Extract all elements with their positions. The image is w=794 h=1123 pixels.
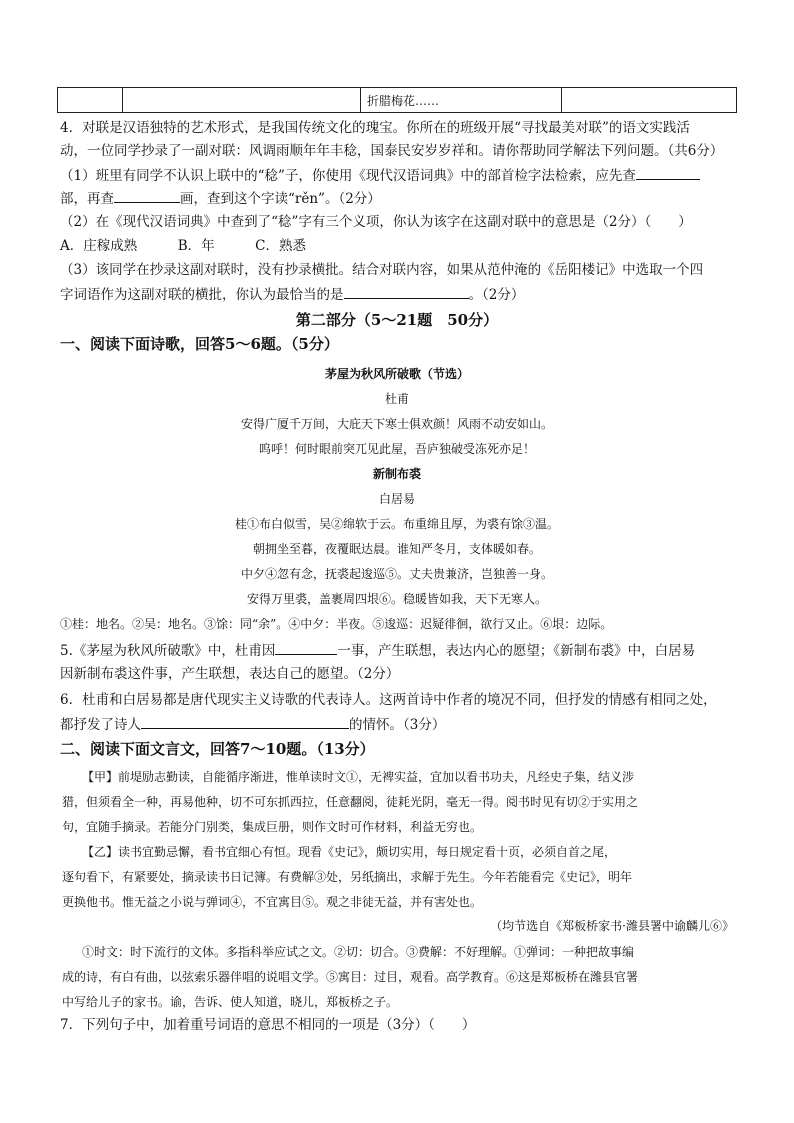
- section1-title: 一、阅读下面诗歌，回答5～6题。（5分）: [60, 335, 339, 353]
- passage-notes-line: ①时文：时下流行的文体。多指科举应试之文。②切：切合。③费解：不好理解。①弹词：一种把故事编: [82, 945, 635, 959]
- q4-part3: （3）该同学在抄录这副对联时，没有抄录横批。结合对联内容，如果从范仲淹的《岳阳楼记》中选取一个四: [60, 262, 704, 278]
- answer-blank[interactable]: [114, 188, 180, 203]
- q4-part3-cont: [60, 284, 524, 305]
- table-row: [58, 88, 737, 113]
- q4-part1-cont: [60, 188, 381, 209]
- passage-yi-line: 【乙】读书宜勤忌懈，看书宜细心有恒。现看《史记》，颇切实用，每日规定看十页，必须自首之尾，: [82, 845, 617, 859]
- table-cell: [562, 88, 737, 113]
- poem1-line: 呜呼！何时眼前突兀见此屋，吾庐独破受冻死亦足！: [258, 442, 535, 456]
- poem2-line: 桂①布白似雪，吴②绵软于云。布重绵且厚，为裘有馀③温。: [234, 517, 559, 531]
- poem2-line: 中夕④忽有念，抚裘起逡巡⑤。丈夫贵兼济，岂独善一身。: [240, 567, 553, 581]
- poem2-notes: ①桂：地名。②吴：地名。③馀：同“余”。④中夕：半夜。⑤逡巡：迟疑徘徊，欲行又止。⑥垠：边际。: [60, 617, 613, 631]
- q5-a: 5.《茅屋为秋风所破歌》中，杜甫因: [60, 643, 276, 659]
- poem2-author: 白居易: [378, 492, 415, 506]
- passage-notes-line: 成的诗，有白有曲，以弦索乐器伴唱的说唱文学。⑤寓目：过目，观看。高学教育。⑥这是郑板桥在潍县官署: [62, 970, 639, 984]
- poem2-line: 安得万里裘，盖裹周四垠⑥。稳暖皆如我，天下无寒人。: [246, 592, 547, 606]
- q4-part2: （2）在《现代汉语词典》中查到了“稔”字有三个义项，你认为该字在这副对联中的意思是（2分）（ ）: [60, 214, 692, 230]
- q6-line1: 6．杜甫和白居易都是唐代现实主义诗歌的代表诗人。这两首诗中作者的境况不同，但抒发的情感有相同之处，: [60, 692, 717, 708]
- poem2-line: 朝拥坐至暮，夜覆眠达晨。谁知严冬月，支体暖如春。: [252, 542, 541, 556]
- q4-part3-b: 字词语作为这副对联的横批，你认为最恰当的是: [60, 287, 344, 303]
- q7-stem: 7．下列句子中，加着重号词语的意思不相同的一项是（3分）（ ）: [60, 1017, 476, 1033]
- passage-source: （均节选自《郑板桥家书·潍县署中谕麟儿⑥》: [490, 919, 734, 933]
- passage-jia-line: 猎，但须看全一种，再易他种，切不可东抓西拉，任意翻阅，徒耗光阴，毫无一得。阅书时见有切②于实用之: [62, 795, 639, 809]
- q4-part1-a: （1）班里有同学不认识上联中的“稔”子，你使用《现代汉语词典》中的部首检字法检索，应先查: [60, 168, 636, 184]
- passage-notes-line: 中写给儿子的家书。谕，告诉、使人知道，晓儿，郑板桥之子。: [62, 995, 399, 1009]
- poem1-line: 安得广厦千万间，大庇天下寒士俱欢颜！风雨不动安如山。: [240, 417, 553, 431]
- q5-line1: [60, 640, 695, 661]
- passage-yi-line: 逐句看下，有紧要处，摘录读书日记簿。有费解③处，另纸摘出，求解于先生。今年若能看完《史记》，明年: [62, 870, 633, 884]
- table-cell: [123, 88, 361, 113]
- top-table: [57, 87, 737, 113]
- q4-part3-c: 。（2分）: [468, 287, 525, 303]
- table-cell: 折腊梅花……: [361, 88, 562, 113]
- part2-title: 第二部分（5～21题 50分）: [295, 311, 499, 329]
- passage-jia-line: 句，宜随手摘录。若能分门别类，集成巨册，则作文时可作材料，利益无穷也。: [62, 820, 483, 834]
- poem1-author: 杜甫: [384, 392, 409, 406]
- q5-b: 一事，产生联想，表达内心的愿望；《新制布裘》中，白居易: [337, 643, 696, 659]
- poem2-title: 新制布裘: [372, 467, 421, 481]
- q6-line2: [60, 714, 445, 735]
- q6-c: 的情怀。（3分）: [349, 717, 446, 733]
- answer-blank[interactable]: [275, 640, 337, 655]
- q4-part1-c: 画，查到这个字读“rěn”。（2分）: [180, 191, 381, 207]
- q4-line1: 4．对联是汉语独特的艺术形式，是我国传统文化的瑰宝。你所在的班级开展“寻找最美对联”的语文实践活: [60, 120, 690, 136]
- section2-title: 二、阅读下面文言文，回答7～10题。（13分）: [60, 740, 375, 758]
- q4-options: A．庄稼成熟 B．年 C．熟悉: [60, 238, 306, 254]
- q5-line2: 因新制布裘这件事，产生联想，表达自己的愿望。（2分）: [60, 666, 400, 682]
- q4-part1: [60, 165, 700, 186]
- q4-part1-b: 部，再查: [60, 191, 114, 207]
- passage-yi-line: 更换他书。惟无益之小说与弹词④，不宜寓目⑤。观之非徒无益，并有害处也。: [62, 895, 483, 909]
- q6-b: 都抒发了诗人: [60, 717, 141, 733]
- answer-blank[interactable]: [636, 165, 700, 180]
- answer-blank[interactable]: [344, 284, 469, 299]
- poem1-title: 茅屋为秋风所破歌（节选）: [324, 367, 469, 381]
- q4-line2: 动，一位同学抄录了一副对联：风调雨顺年年丰稔，国泰民安岁岁祥和。请你帮助同学解法下列问题。（共6分）: [60, 143, 724, 159]
- answer-blank[interactable]: [141, 714, 349, 729]
- passage-jia-line: 【甲】前堤励志勤读，自能循序渐进，惟单读时文①，无裨实益，宜加以看书功夫，凡经史子集，结义涉: [82, 770, 635, 784]
- table-cell: [58, 88, 123, 113]
